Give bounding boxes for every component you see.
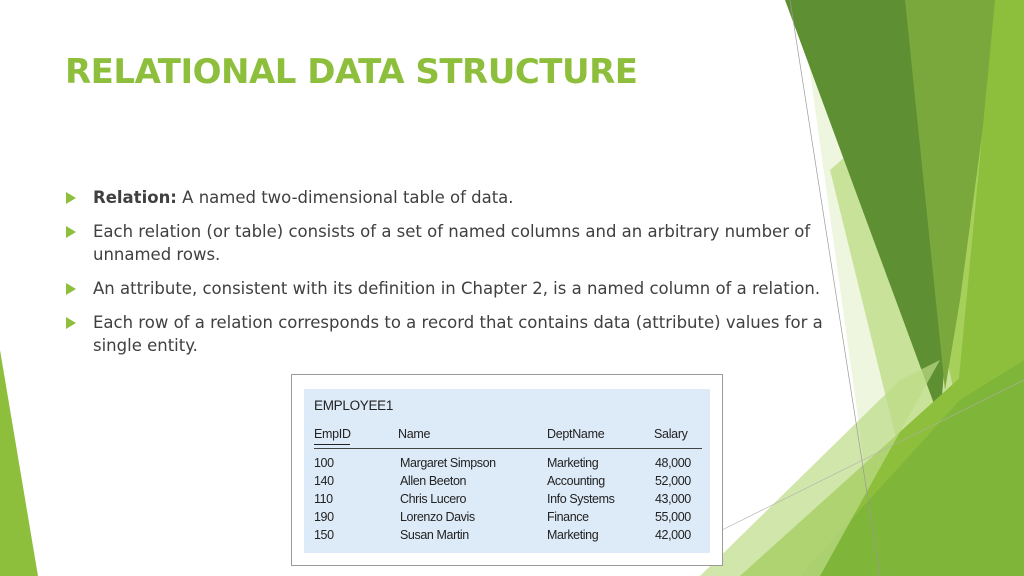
cell-name: Margaret Simpson [400, 456, 496, 470]
cell-empid: 100 [314, 456, 334, 470]
table-row [304, 508, 710, 526]
cell-deptname: Marketing [547, 456, 599, 470]
table-row [304, 526, 710, 544]
column-header-empid: EmpID [314, 427, 351, 441]
bullet-lead: Relation: [93, 188, 177, 207]
bullet-arrow-icon [66, 283, 76, 295]
cell-salary: 52,000 [655, 474, 691, 488]
table-body [304, 454, 710, 544]
cell-empid: 140 [314, 474, 334, 488]
bullet-list [66, 186, 826, 368]
table-row [304, 472, 710, 490]
cell-salary: 42,000 [655, 528, 691, 542]
bullet-item [66, 186, 826, 209]
facet-left-sliver [0, 350, 38, 576]
cell-empid: 150 [314, 528, 334, 542]
primary-key-underline [314, 444, 350, 445]
bullet-arrow-icon [66, 317, 76, 329]
bullet-text: A named two-dimensional table of data. [176, 188, 514, 207]
cell-empid: 110 [314, 492, 333, 506]
cell-salary: 43,000 [655, 492, 691, 506]
bullet-item [66, 311, 826, 357]
cell-name: Chris Lucero [400, 492, 467, 506]
employee-table [304, 389, 710, 553]
table-row [304, 454, 710, 472]
cell-salary: 48,000 [655, 456, 691, 470]
cell-salary: 55,000 [655, 510, 691, 524]
bullet-arrow-icon [66, 226, 76, 238]
header-rule [314, 448, 702, 449]
bullet-item [66, 277, 826, 300]
cell-deptname: Info Systems [547, 492, 615, 506]
bullet-item [66, 220, 826, 266]
cell-name: Susan Martin [400, 528, 469, 542]
bullet-arrow-icon [66, 192, 76, 204]
cell-name: Lorenzo Davis [400, 510, 475, 524]
bullet-text: Each row of a relation corresponds to a record that contains data (attribute) values for a single entity. [93, 313, 823, 355]
bullet-text: Each relation (or table) consists of a set of named columns and an arbitrary number of unnamed rows. [93, 222, 811, 264]
cell-deptname: Finance [547, 510, 589, 524]
column-header-deptname: DeptName [547, 427, 605, 441]
employee-table-figure [291, 374, 723, 566]
table-row [304, 490, 710, 508]
bullet-text: An attribute, consistent with its definition in Chapter 2, is a named column of a relation. [93, 279, 821, 298]
slide-title: RELATIONAL DATA STRUCTURE [65, 52, 638, 92]
cell-name: Allen Beeton [400, 474, 467, 488]
column-header-name: Name [398, 427, 431, 441]
cell-deptname: Marketing [547, 528, 599, 542]
table-name: EMPLOYEE1 [314, 398, 394, 413]
cell-deptname: Accounting [547, 474, 605, 488]
cell-empid: 190 [314, 510, 334, 524]
column-header-salary: Salary [654, 427, 688, 441]
